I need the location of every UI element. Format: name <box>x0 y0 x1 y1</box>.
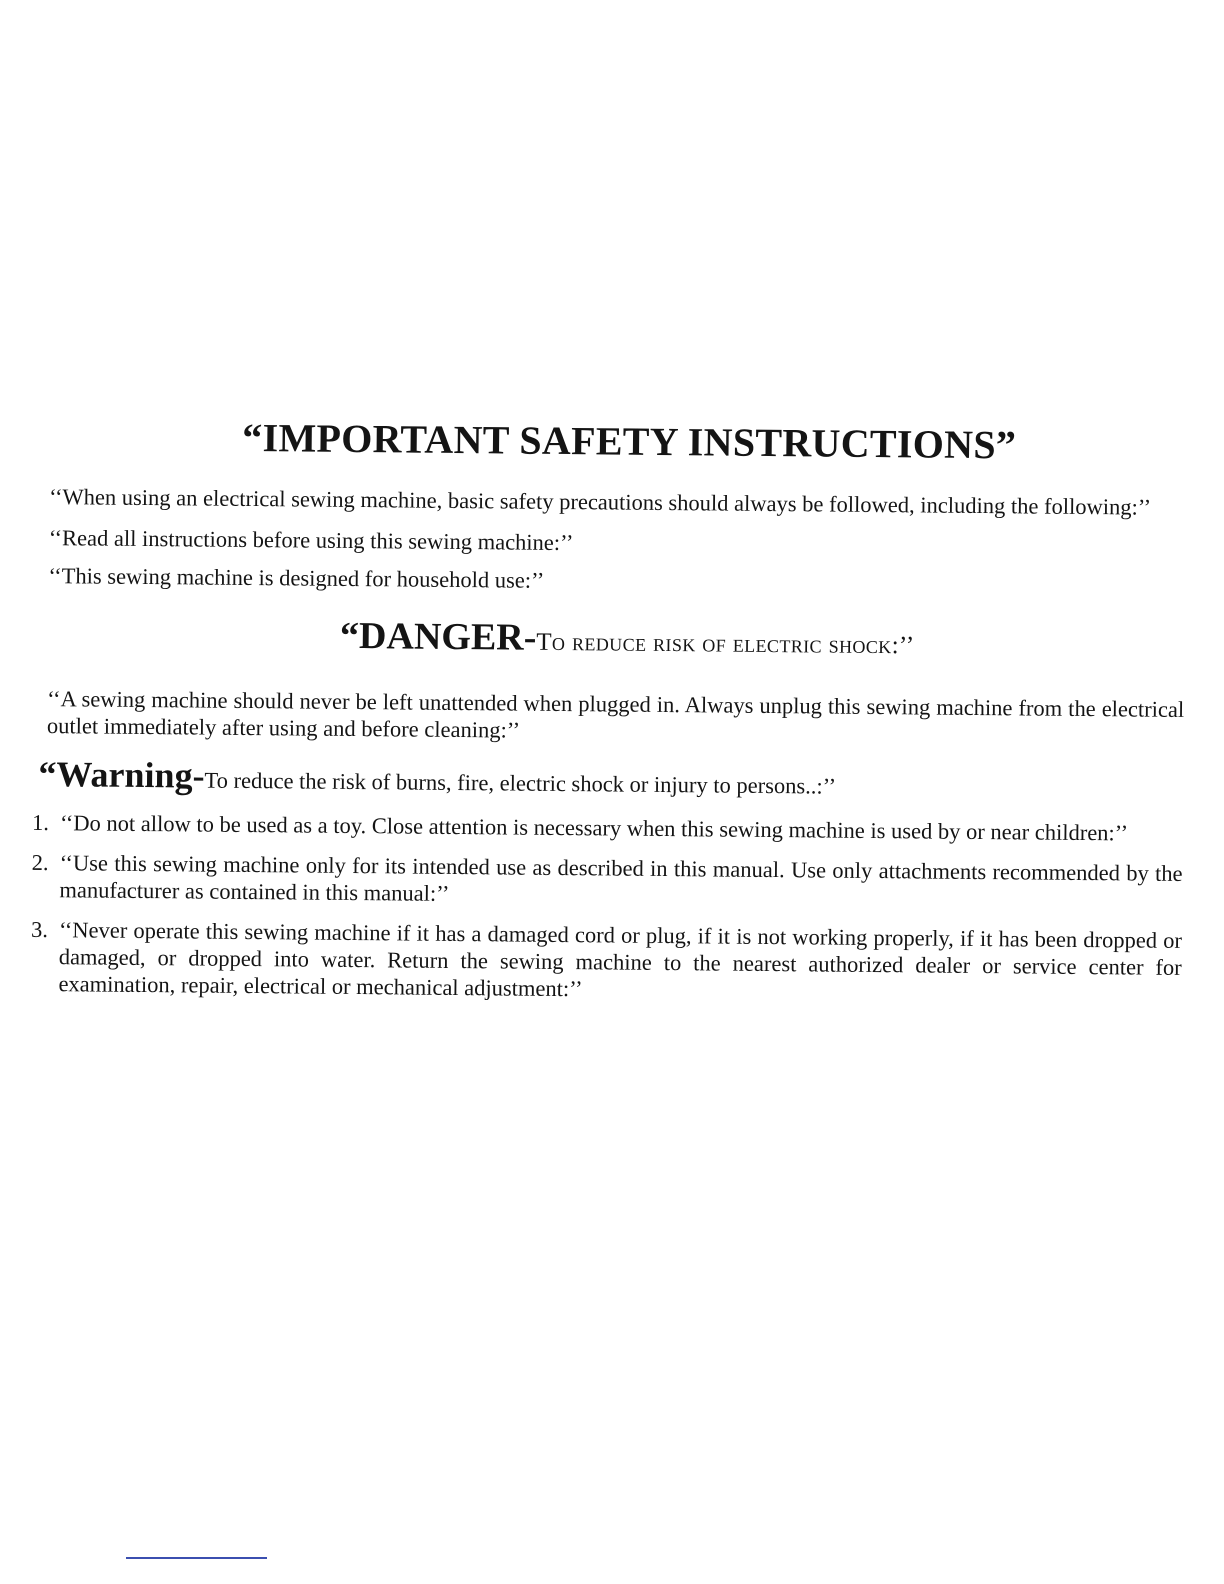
footer-divider <box>126 1557 267 1559</box>
danger-heading <box>40 611 1185 666</box>
list-item <box>30 916 1183 1008</box>
danger-label: “DANGER- <box>339 614 537 659</box>
intro-paragraph-household-use: ‘‘This sewing machine is designed for household use:’’ <box>48 563 545 593</box>
safety-instructions-section <box>30 412 1187 1021</box>
list-item-number: 3. <box>30 916 49 943</box>
intro-paragraph-precautions: ‘‘When using an electrical sewing machine, basic safety precautions should always be followed, including the following:’’ <box>49 484 1152 520</box>
warning-label: “Warning- <box>38 753 205 796</box>
intro-paragraph-read-instructions: ‘‘Read all instructions before using this sewing machine:’’ <box>48 525 574 556</box>
danger-text: To reduce risk of electric shock:’’ <box>536 628 915 660</box>
list-item <box>31 849 1183 914</box>
warning-text: To reduce the risk of burns, fire, electric shock or injury to persons..:’’ <box>204 767 837 799</box>
warning-list <box>30 809 1183 1008</box>
list-item-text: ‘‘Never operate this sewing machine if it has a damaged cord or plug, if it is not working properly, if it has been dropped or damaged, or dropped into water. Return the sewing machine to the nearest authorized dealer or service center for examination, repair, electrical or mechanical adjustment:’’ <box>58 917 1183 1002</box>
page-title: “IMPORTANT SAFETY INSTRUCTIONS” <box>242 414 1017 468</box>
warning-heading <box>38 753 1183 806</box>
list-item-number: 1. <box>31 809 50 836</box>
list-item <box>31 809 1183 847</box>
list-item-text: ‘‘Do not allow to be used as a toy. Close attention is necessary when this sewing machine is used by or near children:’’ <box>59 810 1129 846</box>
danger-paragraph: ‘‘A sewing machine should never be left unattended when plugged in. Always unplug this sewing machine from the electrical outlet immediately after using and before cleaning:’’ <box>46 686 1185 743</box>
list-item-number: 2. <box>31 849 49 876</box>
list-item-text: ‘‘Use this sewing machine only for its intended use as described in this manual. Use only attachments recommended by the manufacturer as contained in this manual:’’ <box>59 850 1183 906</box>
